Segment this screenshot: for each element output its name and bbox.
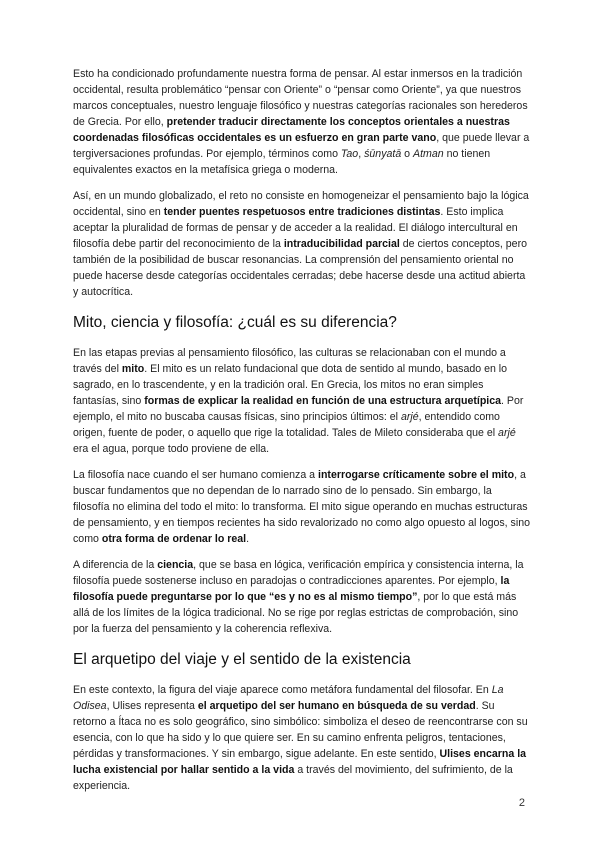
paragraph-myth [73,345,531,457]
bold-run: pretender traducir directamente los conceptos orientales a nuestras coordenadas filosóficas occidentales es un esfuerzo en gran parte vano [73,116,510,144]
italic-term: Atman [413,148,444,160]
italic-term: śūnyatā [364,148,402,160]
bold-run: otra forma de ordenar lo real [101,533,247,545]
italic-title: La Odisea [73,684,504,712]
text-run: , entendido como origen, fuente de poder, o aquello que rige la totalidad. Tales de Mileto consideraba que el [73,411,500,439]
text-run: a través del movimiento, del sufrimiento, de la experiencia. [73,764,513,792]
bold-run: intraducibilidad parcial [283,238,400,250]
section-heading-myth-science: Mito, ciencia y filosofía: ¿cuál es su diferencia? [73,314,397,331]
text-run: , [358,148,365,160]
text-run: En las etapas previas al pensamiento filosófico, las culturas se relacionaban con el mundo a través del [73,347,506,375]
page-content [73,66,531,804]
bold-run: mito [121,363,145,375]
text-run: . El mito es un relato fundacional que dota de sentido al mundo, basado en lo sagrado, en lo trascendente, y en la tradición oral. En Grecia, los mitos no eran simples fantasías, sino [73,363,508,407]
text-run: , Ulises representa [106,700,198,712]
bold-run: Ulises encarna la lucha existencial por hallar sentido a la vida [73,748,527,776]
section-heading-journey-archetype: El arquetipo del viaje y el sentido de la existencia [73,651,411,668]
paragraph-philosophy-birth [73,467,531,547]
paragraph-science-difference [73,557,531,637]
text-run: , por lo que está más allá de los límites de la lógica tradicional. No se rige por reglas estrictas de comprobación, sino por la fuerza del pensamiento y la coherencia reflexiva. [73,591,519,635]
paragraph-odyssey [73,682,531,794]
bold-run: formas de explicar la realidad en función de una estructura arquetípica [144,395,502,407]
text-run: , que puede llevar a tergiversaciones profundas. Por ejemplo, términos como [73,132,530,160]
text-run: En este contexto, la figura del viaje aparece como metáfora fundamental del filosofar. En [73,684,492,696]
text-run: . [246,533,250,545]
text-run: , a buscar fundamentos que no dependan de lo narrado sino de lo pensado. Sin embargo, la filosofía no elimina del todo el mito: lo transforma. El mito sigue operando en muchas estructuras de pensamiento, y en tiempos recientes ha sido revalorizado no como algo opuesto al logos, sino como [73,469,530,545]
bold-run: interrogarse críticamente sobre el mito [318,469,515,481]
bold-run: la filosofía puede preguntarse por lo que “es y no es al mismo tiempo” [73,575,510,603]
text-run: . Por ejemplo, el mito no buscaba causas físicas, sino principios últimos: el [73,395,524,423]
text-run: de ciertos conceptos, pero también de la posibilidad de buscar resonancias. La comprensión del pensamiento oriental no puede hacerse desde categorías occidentales cerradas; debe hacerse desde una actitud abierta y autocrítica. [73,238,527,298]
text-run: . Esto implica aceptar la pluralidad de formas de pensar y de acceder a la realidad. El diálogo intercultural en filosofía debe partir del reconocimiento de la [73,206,518,250]
italic-term: arjé [400,411,419,423]
page-number: 2 [518,797,525,809]
text-run: era el agua, porque todo proviene de ella. [73,443,270,455]
text-run: , que se basa en lógica, verificación empírica y consistencia interna, la filosofía puede sostenerse incluso en paradojas o contradicciones aparentes. Por ejemplo, [73,559,524,587]
bold-run: ciencia [157,559,194,571]
bold-run: el arquetipo del ser humano en búsqueda de su verdad [197,700,476,712]
text-run: no tienen equivalentes exactos en la metafísica griega o moderna. [73,148,491,176]
text-run: La filosofía nace cuando el ser humano comienza a [73,469,318,481]
paragraph-greek-heritage [73,66,531,178]
text-run: A diferencia de la [73,559,158,571]
italic-term: arjé [498,427,516,439]
text-run: o [401,148,413,160]
text-run: Así, en un mundo globalizado, el reto no consiste en homogeneizar el pensamiento bajo la lógica occidental, sino en [73,190,529,218]
text-run: Esto ha condicionado profundamente nuestra forma de pensar. Al estar inmersos en la tradición occidental, resulta problemático “pensar con Oriente” o “pensar como Oriente”, ya que nuestros marcos conceptuales, nuestro lenguaje filosófico y nuestras categorías racionales son herederos de Grecia. Por ello, [73,68,528,128]
bold-run: tender puentes respetuosos entre tradiciones distintas [163,206,441,218]
text-run: . Su retorno a Ítaca no es solo geográfico, sino simbólico: simboliza el deseo de reencontrarse con su esencia, con lo que ha sido y lo que quiere ser. En su camino enfrenta peligros, tentaciones, pérdidas y transformaciones. Y sin embargo, sigue adelante. En este sentido, [73,700,528,760]
paragraph-intercultural-dialogue [73,188,531,300]
italic-term: Tao [340,148,359,160]
